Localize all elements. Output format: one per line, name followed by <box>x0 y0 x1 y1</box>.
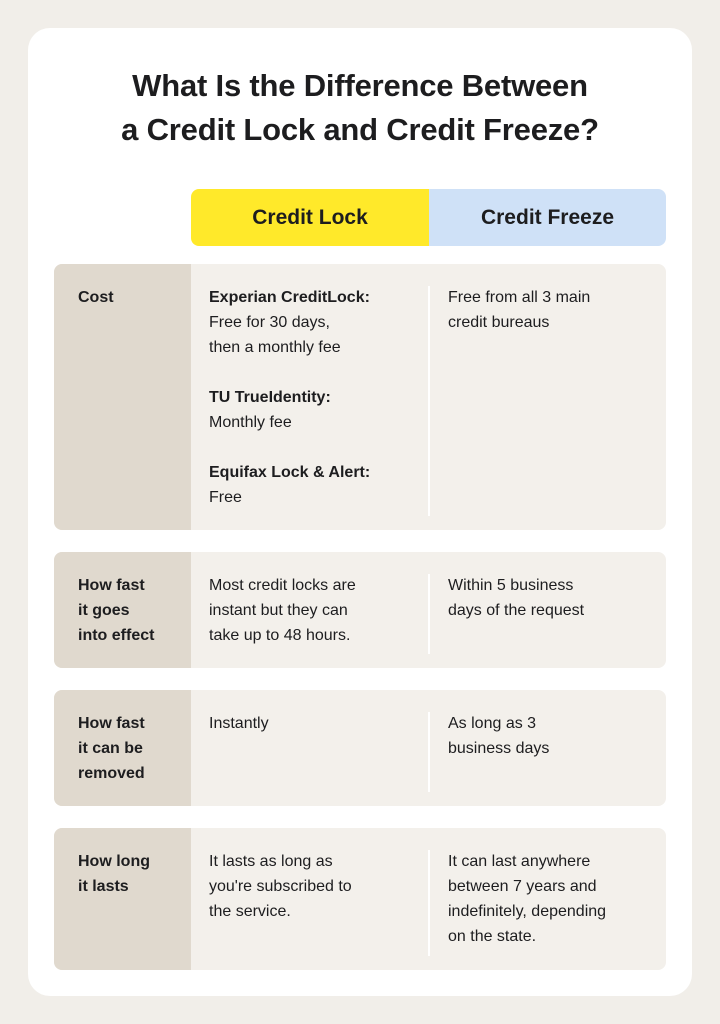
bureau-cost: Free <box>209 489 242 506</box>
title-line-1: What Is the Difference Between <box>132 68 588 103</box>
header-credit-lock: Credit Lock <box>191 189 429 246</box>
credit-freeze-cell: It can last anywhere between 7 years and indefinitely, depending on the state. <box>448 853 607 945</box>
row-label: Cost <box>78 289 114 306</box>
row-label-cell <box>54 552 191 668</box>
credit-lock-cell: It lasts as long as you're subscribed to the service. <box>209 853 352 920</box>
column-divider <box>428 850 430 956</box>
row-label-cell <box>54 264 191 530</box>
row-how-fast-effect <box>54 552 666 668</box>
title-line-2: a Credit Lock and Credit Freeze? <box>121 112 599 147</box>
column-divider <box>428 574 430 654</box>
row-label: How fast it goes into effect <box>78 577 155 644</box>
row-cost <box>54 264 666 530</box>
header-credit-freeze: Credit Freeze <box>429 189 666 246</box>
bureau-name: Experian CreditLock: <box>209 289 370 306</box>
bureau-cost: Free for 30 days, then a monthly fee <box>209 314 341 356</box>
row-how-fast-removed <box>54 690 666 806</box>
row-label: How long it lasts <box>78 853 150 895</box>
bureau-name: TU TrueIdentity: <box>209 389 331 406</box>
bureau-name: Equifax Lock & Alert: <box>209 464 371 481</box>
row-label-cell <box>54 690 191 806</box>
column-divider <box>428 286 430 516</box>
credit-lock-cell <box>209 285 419 510</box>
credit-freeze-cell: Free from all 3 main credit bureaus <box>448 289 591 331</box>
row-label-cell <box>54 828 191 970</box>
credit-lock-cell: Most credit locks are instant but they can take up to 48 hours. <box>209 577 356 644</box>
column-divider <box>428 712 430 792</box>
credit-freeze-cell: As long as 3 business days <box>448 715 550 757</box>
bureau-cost: Monthly fee <box>209 414 292 431</box>
credit-lock-cell: Instantly <box>209 715 269 732</box>
credit-freeze-cell: Within 5 business days of the request <box>448 577 585 619</box>
row-how-long-lasts <box>54 828 666 970</box>
row-label: How fast it can be removed <box>78 715 145 782</box>
page-title <box>0 64 720 152</box>
